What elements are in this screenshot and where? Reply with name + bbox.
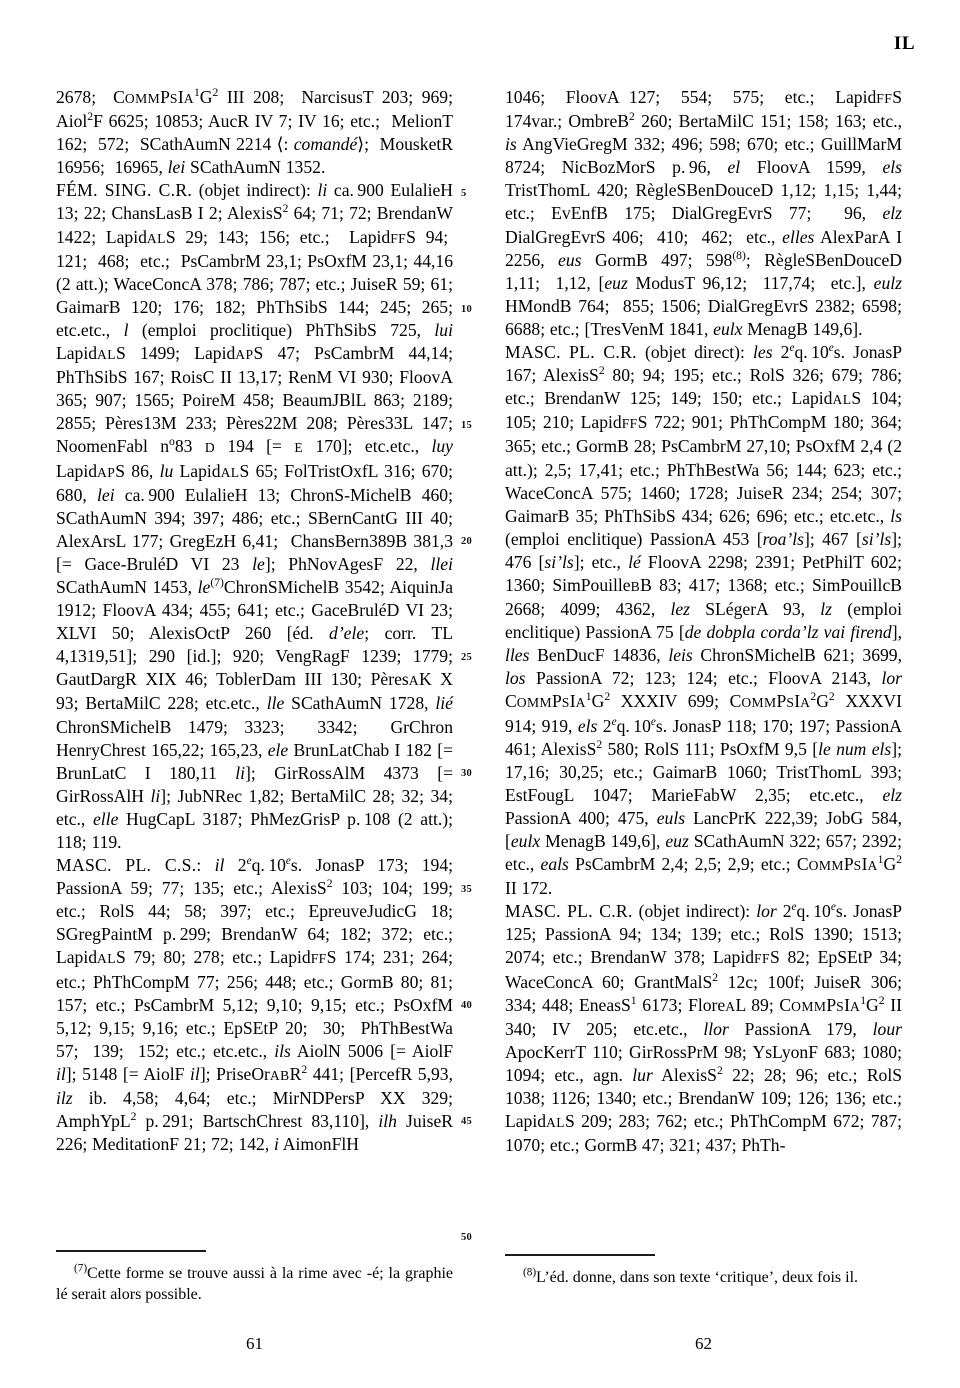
- footnote-marker: (8): [523, 1266, 537, 1279]
- grammar-label-masc-pl-cs: MASC. PL. C.S.: [56, 855, 197, 876]
- footnote-right-text: [505, 1267, 902, 1289]
- line-number: 20: [461, 536, 472, 547]
- folio-number-left: 61: [246, 1334, 263, 1353]
- footnote-right: [505, 1254, 902, 1288]
- footnote-left: [56, 1250, 453, 1306]
- right-column: [505, 86, 902, 1157]
- footnote-rule: [56, 1250, 206, 1252]
- line-number: 10: [461, 304, 472, 315]
- running-head: IL: [893, 33, 915, 54]
- paragraph-masc-pl-cr-indirect: MASC. PL. C.R. (objet indirect): lor 2eq. 10es. JonasP 125; PassionA 94; 134; 139; etc.; RolS 1390; 1513; 2074; etc.; BrendanW 378; LapidFFS 82; EpSEtP 34; WaceConcA 60; GrantMalS$^2$ 12c; 100f; JuiseR 306; 334; 448; EneasS$^1$ 6173; FloreAL 89; $COMMPSIA^1G^2$ II 340; IV 205; etc.etc., llor PassionA 179, lour ApocKerrT 110; GirRossPrM 98; YsLyonF 683; 1080; 1094; etc., agn. lur AlexisS$^2$ 22; 28; 96; etc.; RolS 1038; 1126; 1340; etc.; BrendanW 109; 126; 136; etc.; LapidALS 209; 283; 762; etc.; PhThCompM 672; 787; 1070; etc.; GormB 47; 321; 437; PhTh-: [505, 901, 903, 1156]
- footnote-rule: [505, 1254, 655, 1256]
- line-number: 25: [461, 652, 472, 663]
- line-number: 5: [461, 188, 467, 199]
- paragraph-fem-sing-cr: FÉM. SING. C.R. (objet indirect): li ca. 900 EulalieH 13; 22; ChansLasB I 2; AlexisS$^2$ 64; 71; 72; BrendanW 1422; LapidALS 29; 143; 156; etc.; LapidFFS 94; 121; 468; etc.; PsCambrM 23,1; PsOxfM 23,1; 44,16 (2 att.); WaceConcA 378; 786; 787; etc.; JuiseR 59; 61; GaimarB 120; 176; 182; PhThSibS 144; 245; 265; etc.etc., l (emploi proclitique) PhThSibS 725, lui LapidALS 1499; LapidAPS 47; PsCambrM 44,14; PhThSibS 167; RoisC II 13,17; RenM VI 930; FloovA 365; 907; 1565; PoireM 458; BeaumJBlL 863; 2189; 2855; Pères13M 233; Pères22M 208; Pères33L 147; NoomenFabl $n^o83$ D 194 [= E 170]; etc.etc., luy LapidAPS 86, lu LapidALS 65; FolTristOxfL 316; 670; 680, lei ca. 900 EulalieH 13; ChronS-MichelB 460; SCathAumN 394; 397; 486; etc.; SBernCantG III 40; AlexArsL 177; GregEzH 6,41; ChansBern389B 381,3 [= Gace-BruléD VI 23 le]; PhNovAgesF 22, llei SCathAumN 1453, $le^{(7)}ChronSMichelB$ 3542; AiquinJa 1912; FloovA 434; 455; 641; etc.; GaceBruléD VI 23; XLVI 50; AlexisOctP 260 [éd. d’ele; corr. TL 4,1319,51]; 290 [id.]; 920; VengRagF 1239; 1779; GautDargR XIX 46; ToblerDam III 130; PèresAK X 93; BertaMilC 228; etc.etc., lle SCathAumN 1728, lié ChronSMichelB 1479; 3323; 3342; GrChron HenryChrest 165,22; 165,23, ele BrunLatChab I 182 [= BrunLatC I 180,11 li]; GirRossAlM 4373 [= GirRossAlH li]; JubNRec 1,82; BertaMilC 28; 32; 34; etc., elle HugCapL 3187; PhMezGrisP p. 108 (2 att.); 118; 119.: [56, 180, 454, 852]
- paragraph-masc-pl-cr-direct: MASC. PL. C.R. (objet direct): les 2eq. 10es. JonasP 167; AlexisS$^2$ 80; 94; 195; etc.; RolS 326; 679; 786; etc.; BrendanW 125; 149; 150; etc.; LapidALS 104; 105; 210; LapidFFS 722; 901; PhThCompM 180; 364; 365; etc.; GormB 28; PsCambrM 27,10; PsOxfM 2,4 (2 att.); 2,5; 17,41; etc.; PhThBestWa 56; 144; 623; etc.; WaceConcA 575; 1460; 1728; JuiseR 234; 254; 307; GaimarB 35; PhThSibS 434; 626; 696; etc.; etc.etc., ls (emploi enclitique) PassionA 453 [roa’ls]; 467 [si’ls]; 476 [si’ls]; etc., lé FloovA 2298; 2391; PetPhilT 602; 1360; SimPouilleBB 83; 417; 1368; etc.; SimPouillcB 2668; 4099; 4362, lez SLégerA 93, lz (emploi enclitique) PassionA 75 [de dobpla corda’lz vai firend], lles BenDucF 14836, leis ChronSMichelB 621; 3699, los PassionA 72; 123; 124; etc.; FloovA 2143, lor $COMMPSIA^1G^2$ XXXIV 699; $COMMPSIA^2G^2$ XXXVI 914; 919, els 2eq. 10es. JonasP 118; 170; 197; PassionA 461; AlexisS$^2$ 580; RolS 111; PsOxfM 9,5 [le num els]; 17,16; 30,25; etc.; GaimarB 1060; TristThomL 393; EstFougL 1047; MarieFabW 2,35; etc.etc., elz PassionA 400; 475, euls LancPrK 222,39; JobG 584, [eulx MenagB 149,6], euz SCathAumN 322; 657; 2392; etc., eals PsCambrM 2,4; 2,5; 2,9; etc.; $COMMPSIA^1G^2$ II 172.: [505, 342, 903, 899]
- footnote-body: L’éd. donne, dans son texte ‘critique’, deux fois il.: [536, 1268, 859, 1286]
- line-number: 40: [461, 1000, 472, 1011]
- grammar-label-masc-pl-cr-direct: MASC. PL. C.R.: [505, 342, 637, 363]
- right-column-text: [505, 86, 902, 1157]
- paragraph-masc-pl-cs: MASC. PL. C.S.: il 2eq. 10es. JonasP 173; 194; PassionA 59; 77; 135; etc.; AlexisS$^2$ 103; 104; 199; etc.; RolS 44; 58; 397; etc.; EpreuveJudicG 18; SGregPaintM p. 299; BrendanW 64; 182; 372; etc.; LapidALS 79; 80; 278; etc.; LapidFFS 174; 231; 264; etc.; PhThCompM 77; 256; 448; etc.; GormB 80; 81; 157; etc.; PsCambrM 5,12; 9,10; 9,15; etc.; PsOxfM 5,12; 9,15; 9,16; etc.; EpSEtP 20; 30; PhThBestWa 57; 139; 152; etc.; etc.etc., ils AiolN 5006 [= AiolF il]; 5148 [= AiolF il]; PriseOrABR$^2$ 441; [PercefR 5,93, ilz ib. 4,58; 4,64; etc.; MirNDPersP XX 329; AmphYpL$^2$ p. 291; BartschChrest 83,110], ilh JuiseR 226; MeditationF 21; 72; 142, i AimonFlH: [56, 855, 454, 1155]
- line-number: 15: [461, 420, 472, 431]
- grammar-label-fem-sing-cr: FÉM. SING. C.R.: [56, 180, 193, 201]
- footnote-marker: (7): [74, 1262, 88, 1275]
- line-number: 45: [461, 1116, 472, 1127]
- line-number: 35: [461, 884, 472, 895]
- folio-number-right: 62: [695, 1334, 712, 1353]
- footnote-body: Cette forme se trouve aussi à la rime avec -é; la graphie lé serait alors possible.: [56, 1264, 453, 1304]
- grammar-label-masc-pl-cr-indirect: MASC. PL. C.R.: [505, 901, 633, 922]
- paragraph-masc-sing-cr-continued: 2678; $COMMPSIA^1G^2$ III 208; NarcisusT 203; 969; Aiol$^2$F 6625; 10853; AucR IV 7; IV 16; etc.; MelionT 162; 572; SCathAumN 2214 ⟨: comandé⟩; MousketR 16956; 16965, lei SCathAumN 1352.: [56, 86, 453, 178]
- line-number: 30: [461, 768, 472, 779]
- left-column: [56, 86, 453, 1156]
- left-column-text: [56, 86, 453, 1156]
- paragraph-masc-pl-cs-continued: 1046; FloovA 127; 554; 575; etc.; LapidFFS 174var.; OmbreB$^2$ 260; BertaMilC 151; 158; 163; etc., is AngVieGregM 332; 496; 598; 670; etc.; GuillMarM 8724; NicBozMorS p. 96, el FloovA 1599, els TristThomL 420; RègleSBenDouceD 1,12; 1,15; 1,44; etc.; EvEnfB 175; DialGregEvrS 77; 96, elz DialGregEvrS 406; 410; 462; etc., elles AlexParA I 2256, eus GormB 497; 598$^{(8)}$; RègleSBenDouceD 1,11; 1,12, [euz ModusT 96,12; 117,74; etc.], eulz HMondB 764; 855; 1506; DialGregEvrS 2382; 6598; 6688; etc.; [TresVenM 1841, eulx MenagB 149,6].: [505, 87, 903, 339]
- line-number: 50: [461, 1232, 472, 1243]
- footnote-left-text: [56, 1263, 453, 1306]
